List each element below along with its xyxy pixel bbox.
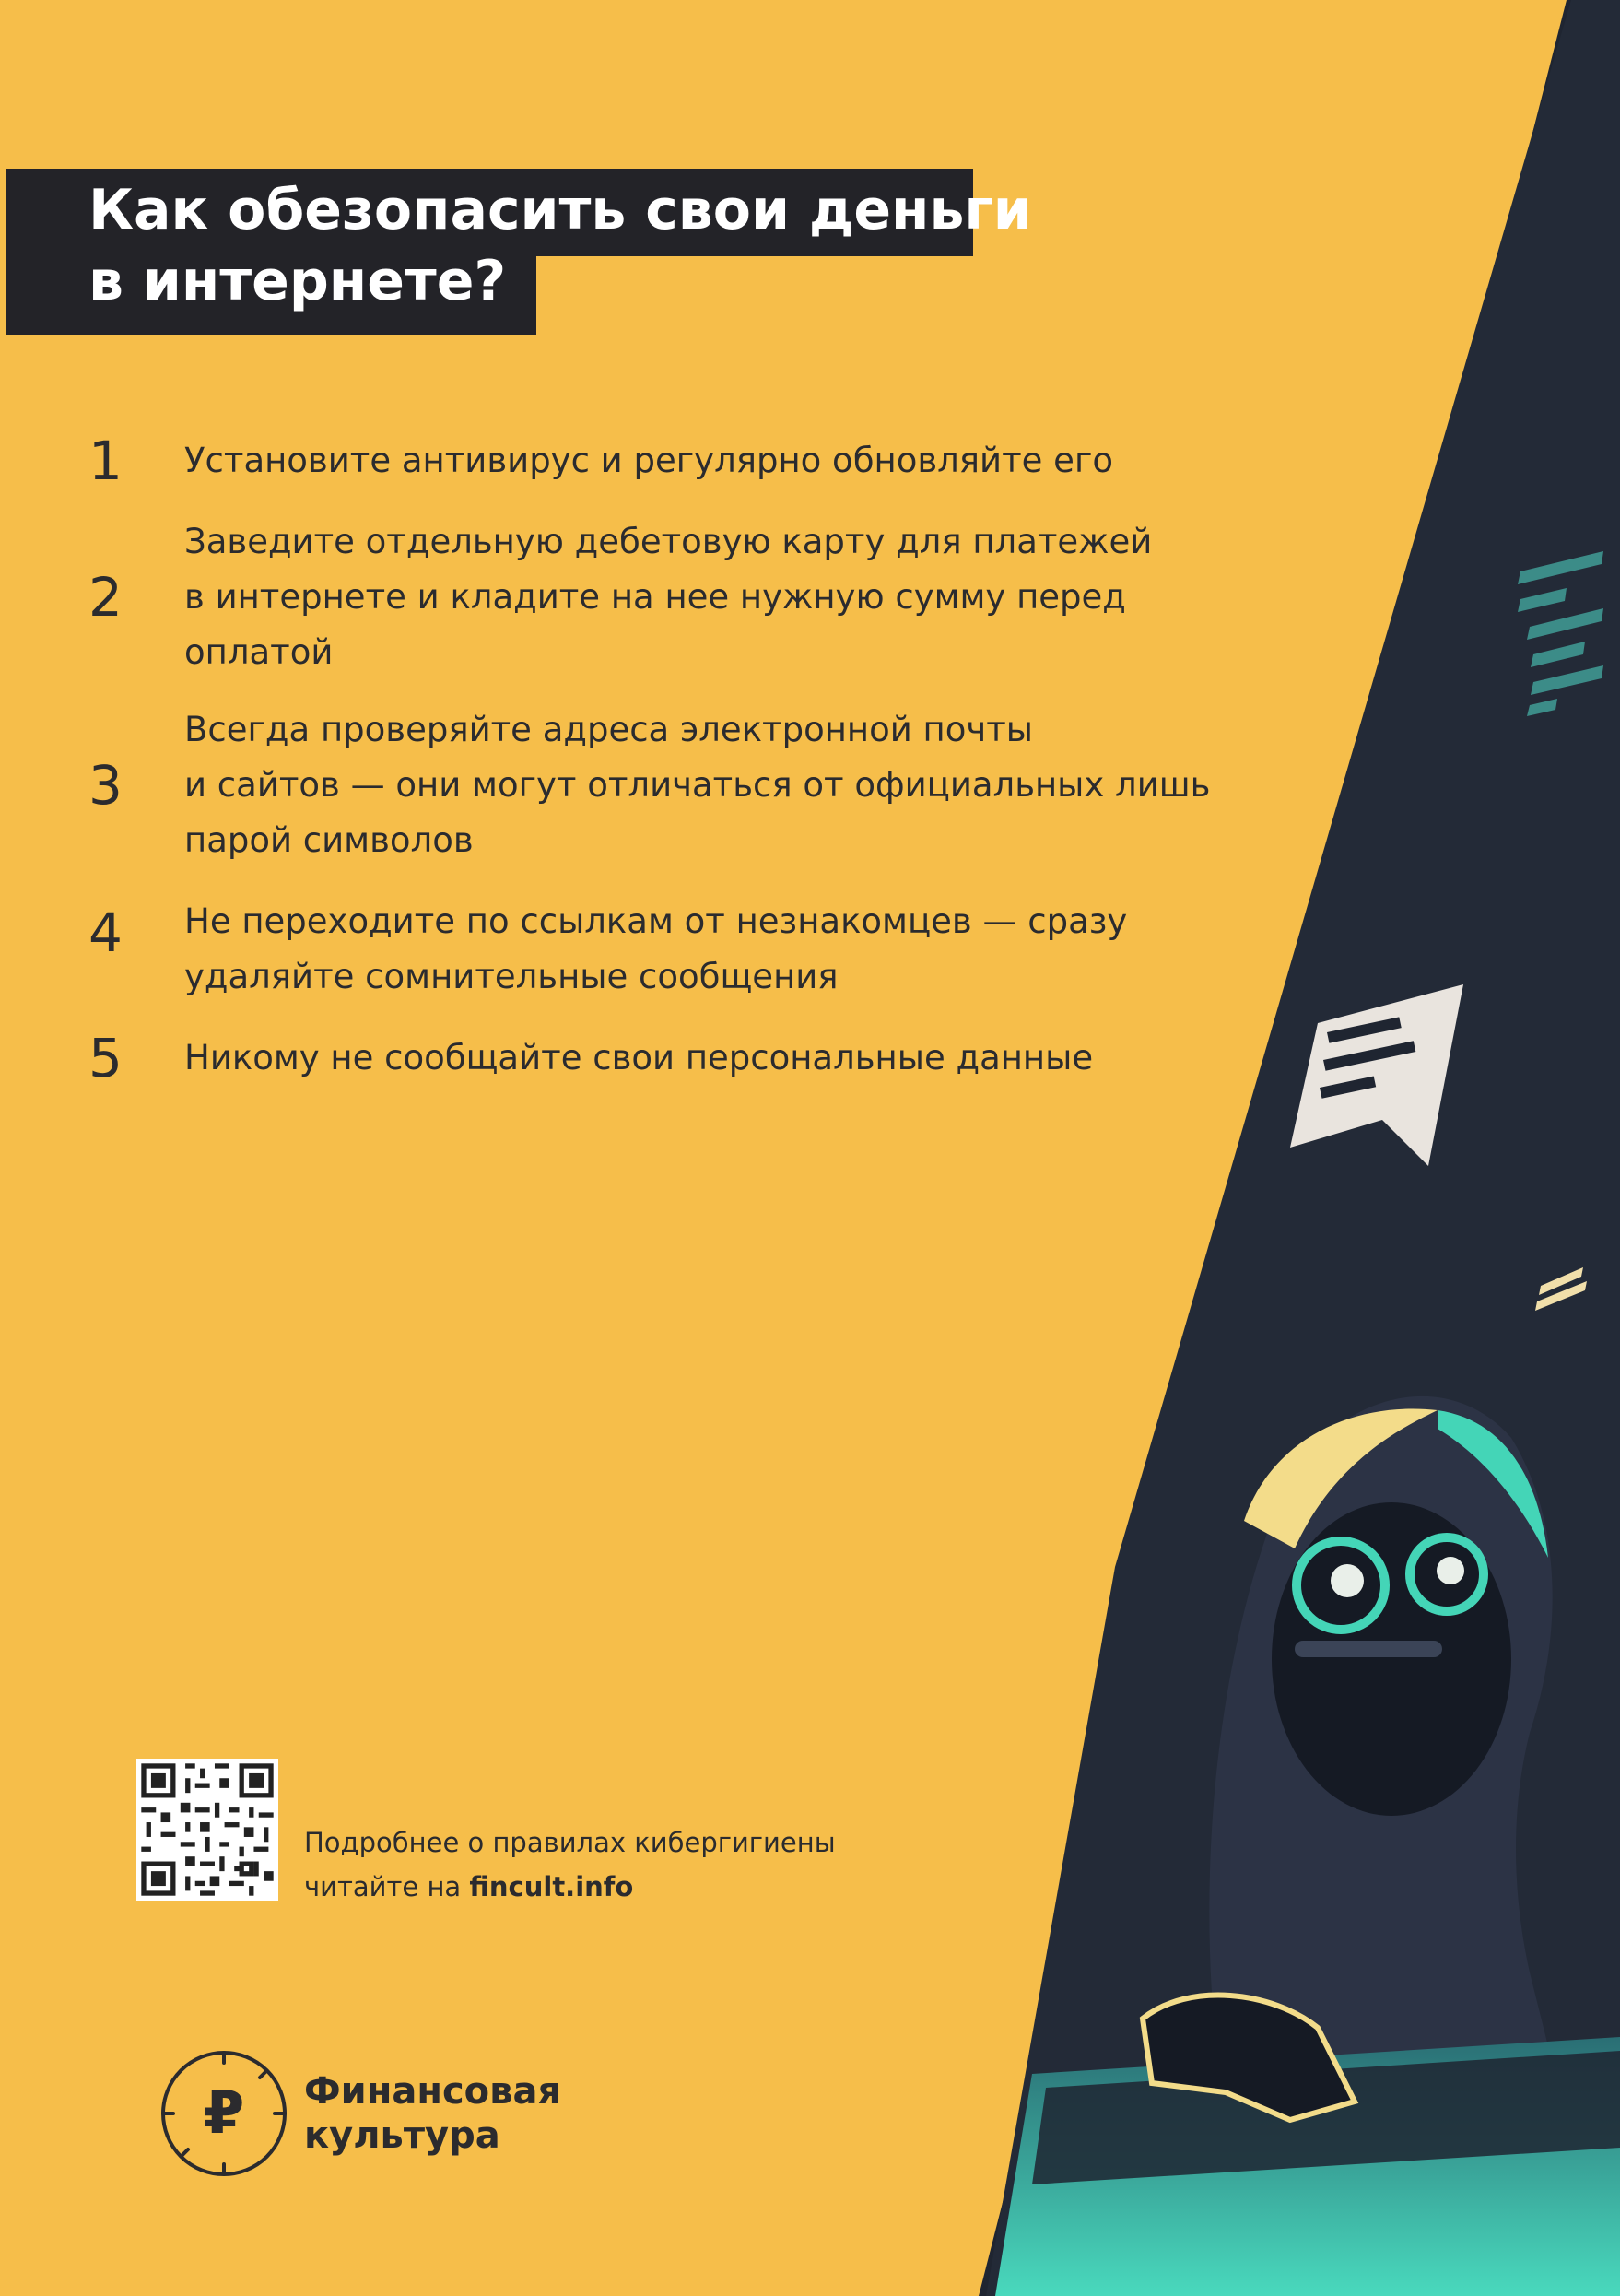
more-info-text	[304, 1820, 836, 1909]
tip-line: и сайтов — они могут отличаться от официальных лишь	[184, 765, 1211, 805]
tip-number: 4	[88, 901, 123, 964]
tip-line: Всегда проверяйте адреса электронной почты	[184, 710, 1034, 749]
tip-line: в интернете и кладите на нее нужную сумму перед	[184, 577, 1126, 617]
more-info-line-2	[304, 1865, 836, 1909]
tip-line: Не переходите по ссылкам от незнакомцев — сразу	[184, 901, 1128, 941]
ruble-symbol: ₽	[203, 2079, 245, 2148]
tip-number: 2	[88, 566, 123, 629]
logo-line-2: культура	[304, 2114, 500, 2157]
page-title-line-1: Как обезопасить свои деньги	[88, 178, 1032, 242]
tip-line: Никому не сообщайте свои персональные данные	[184, 1038, 1094, 1077]
tip-text	[184, 514, 1152, 680]
tip-text	[184, 1030, 1093, 1086]
logo-line-1: Финансовая	[304, 2070, 562, 2113]
tip-line: Заведите отдельную дебетовую карту для платежей	[184, 522, 1153, 561]
qr-code-icon[interactable]	[136, 1759, 278, 1901]
tip-line: удаляйте сомнительные сообщения	[184, 957, 839, 996]
tip-text	[184, 433, 1113, 489]
tip-line: оплатой	[184, 632, 334, 672]
tip-line: парой символов	[184, 820, 474, 860]
tip-number: 3	[88, 754, 123, 817]
tip-text	[184, 894, 1127, 1005]
tip-text	[184, 702, 1210, 868]
more-info-prefix: читайте на	[304, 1871, 470, 1902]
logo-text	[304, 2069, 561, 2158]
tip-number: 5	[88, 1027, 123, 1089]
tip-number: 1	[88, 430, 123, 492]
page-title-line-2: в интернете?	[88, 249, 507, 313]
fincult-link[interactable]: fincult.info	[469, 1871, 634, 1902]
financial-culture-logo-icon	[155, 2044, 293, 2183]
more-info-line-1: Подробнее о правилах кибергигиены	[304, 1827, 836, 1858]
tip-line: Установите антивирус и регулярно обновляйте его	[184, 441, 1114, 480]
